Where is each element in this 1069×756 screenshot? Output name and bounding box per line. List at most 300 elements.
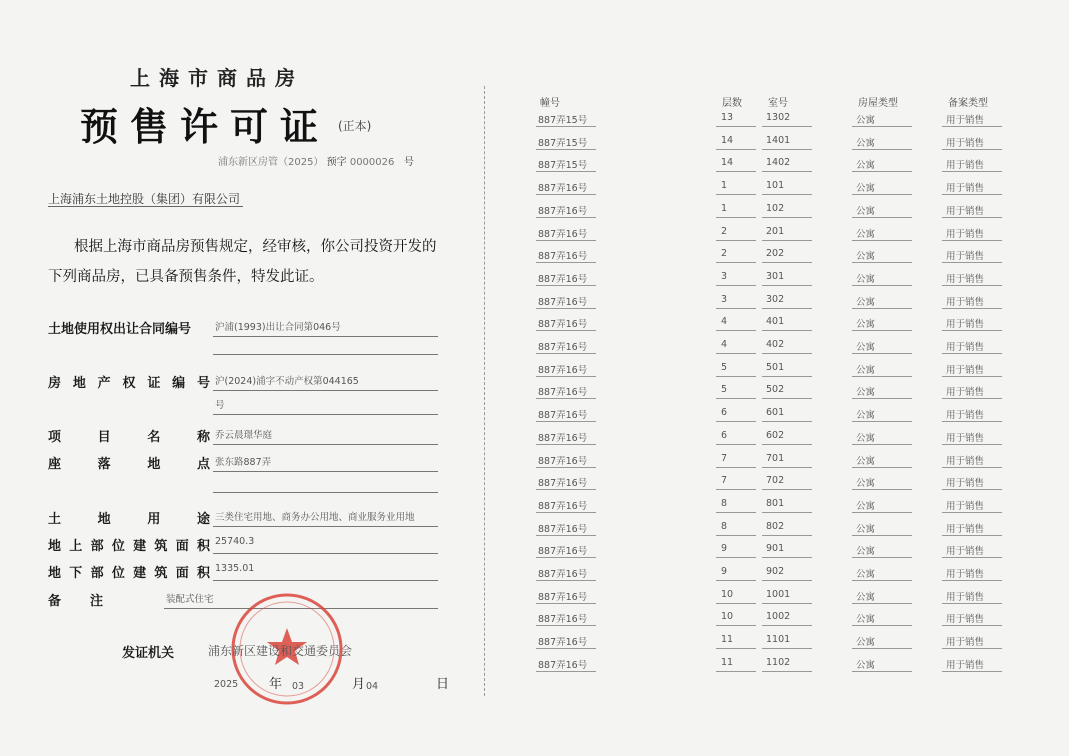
table-cell: 4 bbox=[721, 339, 728, 350]
table-row bbox=[0, 566, 1069, 588]
table-cell-underline bbox=[536, 398, 596, 399]
table-row bbox=[0, 453, 1069, 475]
field-label: 地 下 部 位 建 筑 面 积 bbox=[48, 566, 210, 581]
table-cell: 公寓 bbox=[856, 478, 876, 490]
table-row bbox=[0, 157, 1069, 179]
issuer-value: 浦东新区建设和交通委员会 bbox=[208, 644, 353, 658]
table-cell: 887弄16号 bbox=[538, 637, 588, 649]
table-cell: 11 bbox=[721, 656, 734, 668]
table-cell-underline bbox=[942, 421, 1002, 422]
table-cell-underline bbox=[716, 444, 756, 445]
table-cell-underline bbox=[762, 330, 812, 331]
table-cell-underline bbox=[762, 149, 812, 150]
table-cell-underline bbox=[762, 240, 812, 241]
table-cell: 502 bbox=[766, 384, 785, 396]
table-cell: 13 bbox=[721, 112, 734, 123]
table-cell: 1 bbox=[721, 202, 728, 214]
table-cell: 公寓 bbox=[856, 500, 876, 512]
table-cell-underline bbox=[942, 489, 1002, 490]
table-cell-underline bbox=[762, 262, 812, 263]
table-cell: 用于销售 bbox=[946, 614, 985, 626]
table-cell-underline bbox=[942, 671, 1002, 672]
table-cell-underline bbox=[716, 376, 756, 377]
table-cell-underline bbox=[716, 625, 756, 626]
table-cell: 701 bbox=[766, 452, 785, 464]
field-label: 地 上 部 位 建 筑 面 积 bbox=[48, 539, 210, 554]
table-cell-underline bbox=[716, 126, 756, 127]
table-cell: 10 bbox=[721, 611, 734, 623]
field-value: 张东路887弄 bbox=[215, 457, 272, 468]
table-cell-underline bbox=[762, 398, 812, 399]
table-cell: 601 bbox=[766, 407, 785, 419]
table-cell: 用于销售 bbox=[946, 523, 985, 535]
table-cell: 887弄16号 bbox=[538, 455, 588, 467]
table-row bbox=[0, 135, 1069, 157]
table-cell: 201 bbox=[766, 225, 785, 237]
table-cell-underline bbox=[942, 398, 1002, 399]
table-row bbox=[0, 271, 1069, 293]
table-cell-underline bbox=[852, 330, 912, 331]
table-cell-underline bbox=[852, 489, 912, 490]
table-cell: 7 bbox=[721, 475, 728, 487]
table-cell-underline bbox=[942, 353, 1002, 354]
table-cell-underline bbox=[762, 467, 812, 468]
table-cell: 用于销售 bbox=[946, 183, 985, 195]
table-cell: 887弄16号 bbox=[538, 251, 588, 263]
table-cell: 2 bbox=[721, 225, 728, 237]
table-cell-underline bbox=[762, 194, 812, 195]
table-cell: 887弄16号 bbox=[538, 500, 588, 512]
table-cell: 公寓 bbox=[856, 160, 876, 172]
table-cell: 1102 bbox=[766, 656, 791, 668]
table-cell: 用于销售 bbox=[946, 591, 985, 603]
table-cell: 802 bbox=[766, 520, 785, 532]
table-cell-underline bbox=[716, 467, 756, 468]
table-cell-underline bbox=[536, 603, 596, 604]
table-cell-underline bbox=[716, 603, 756, 604]
table-cell-underline bbox=[942, 240, 1002, 241]
date-day-label: 日 bbox=[436, 677, 450, 692]
table-cell-underline bbox=[852, 535, 912, 536]
table-cell-underline bbox=[536, 444, 596, 445]
table-cell: 887弄16号 bbox=[538, 273, 588, 285]
table-cell-underline bbox=[716, 330, 756, 331]
table-cell: 887弄16号 bbox=[538, 432, 588, 444]
table-cell: 用于销售 bbox=[946, 478, 985, 490]
table-cell: 用于销售 bbox=[946, 296, 985, 308]
table-cell-underline bbox=[852, 671, 912, 672]
table-row bbox=[0, 294, 1069, 316]
table-cell: 公寓 bbox=[856, 591, 876, 603]
table-cell-underline bbox=[852, 557, 912, 558]
table-cell: 401 bbox=[766, 316, 785, 328]
table-cell-underline bbox=[852, 625, 912, 626]
body-paragraph: 根据上海市商品房预售规定，经审核，你公司投资开发的下列商品房，已具备预售条件，特发此证。 bbox=[48, 239, 437, 285]
table-cell: 102 bbox=[766, 202, 785, 214]
table-cell: 用于销售 bbox=[946, 228, 985, 240]
table-row bbox=[0, 475, 1069, 497]
table-cell-underline bbox=[942, 557, 1002, 558]
table-cell: 887弄16号 bbox=[538, 410, 588, 422]
table-cell-underline bbox=[716, 671, 756, 672]
date-month-label: 月 bbox=[352, 677, 366, 692]
table-cell: 6 bbox=[721, 429, 728, 441]
table-cell: 887弄16号 bbox=[538, 296, 588, 308]
table-cell: 用于销售 bbox=[946, 160, 985, 172]
field-value: 25740.3 bbox=[215, 536, 255, 547]
table-cell: 5 bbox=[721, 384, 728, 396]
field-label: 座 落 地 点 bbox=[48, 457, 210, 472]
issuer-label: 发证机关 bbox=[122, 646, 175, 661]
table-cell: 901 bbox=[766, 543, 785, 555]
table-cell: 7 bbox=[721, 452, 728, 464]
table-header-house-type: 房屋类型 bbox=[858, 98, 898, 109]
table-cell: 14 bbox=[721, 157, 734, 169]
table-cell: 公寓 bbox=[856, 296, 876, 308]
certificate-title: 预售许可证 bbox=[80, 105, 331, 149]
table-cell: 用于销售 bbox=[946, 387, 985, 399]
table-cell-underline bbox=[852, 217, 912, 218]
table-cell-underline bbox=[716, 421, 756, 422]
date-year-value: 2025 bbox=[214, 679, 239, 690]
table-cell-underline bbox=[942, 308, 1002, 309]
table-cell-underline bbox=[942, 149, 1002, 150]
table-cell-underline bbox=[536, 625, 596, 626]
table-cell-underline bbox=[716, 353, 756, 354]
table-cell-underline bbox=[762, 217, 812, 218]
table-cell-underline bbox=[852, 171, 912, 172]
table-cell-underline bbox=[852, 285, 912, 286]
table-cell: 公寓 bbox=[856, 319, 876, 331]
table-cell-underline bbox=[762, 557, 812, 558]
table-cell: 用于销售 bbox=[946, 637, 985, 649]
table-cell-underline bbox=[762, 126, 812, 127]
table-cell-underline bbox=[716, 557, 756, 558]
table-cell-underline bbox=[762, 444, 812, 445]
table-cell-underline bbox=[716, 262, 756, 263]
table-cell-underline bbox=[536, 171, 596, 172]
table-cell-underline bbox=[762, 489, 812, 490]
table-cell: 用于销售 bbox=[946, 410, 985, 422]
table-cell-underline bbox=[852, 126, 912, 127]
table-cell-underline bbox=[716, 149, 756, 150]
table-cell: 公寓 bbox=[856, 364, 876, 376]
field-label: 备 注 bbox=[48, 594, 103, 609]
table-cell-underline bbox=[536, 217, 596, 218]
table-cell-underline bbox=[762, 535, 812, 536]
table-cell: 887弄15号 bbox=[538, 160, 588, 172]
table-cell: 公寓 bbox=[856, 251, 876, 263]
table-cell: 1402 bbox=[766, 157, 791, 169]
table-cell-underline bbox=[536, 240, 596, 241]
table-row bbox=[0, 362, 1069, 384]
table-cell: 公寓 bbox=[856, 228, 876, 240]
table-cell: 公寓 bbox=[856, 523, 876, 535]
table-cell-underline bbox=[536, 489, 596, 490]
table-row bbox=[0, 226, 1069, 248]
table-cell-underline bbox=[536, 421, 596, 422]
table-cell: 9 bbox=[721, 543, 728, 555]
doc-number-prefix: 浦东新区房管（2025） bbox=[218, 157, 324, 168]
table-cell-underline bbox=[852, 603, 912, 604]
table-cell: 用于销售 bbox=[946, 455, 985, 467]
table-cell-underline bbox=[536, 376, 596, 377]
table-cell-underline bbox=[536, 557, 596, 558]
table-cell: 8 bbox=[721, 497, 728, 509]
table-cell: 887弄16号 bbox=[538, 659, 588, 671]
table-cell: 14 bbox=[721, 134, 734, 146]
table-cell-underline bbox=[536, 512, 596, 513]
table-cell: 887弄16号 bbox=[538, 319, 588, 331]
table-cell-underline bbox=[852, 512, 912, 513]
table-cell: 11 bbox=[721, 634, 734, 646]
table-cell-underline bbox=[716, 535, 756, 536]
table-cell: 公寓 bbox=[856, 614, 876, 626]
table-row bbox=[0, 316, 1069, 338]
table-cell: 887弄16号 bbox=[538, 569, 588, 580]
table-cell: 402 bbox=[766, 339, 785, 350]
date-month-value: 03 bbox=[292, 681, 305, 692]
table-cell-underline bbox=[536, 308, 596, 309]
table-row bbox=[0, 248, 1069, 270]
table-row bbox=[0, 498, 1069, 520]
table-cell-underline bbox=[852, 149, 912, 150]
table-cell-underline bbox=[762, 308, 812, 309]
table-cell-underline bbox=[536, 330, 596, 331]
table-cell: 1401 bbox=[766, 134, 791, 146]
table-cell: 887弄16号 bbox=[538, 228, 588, 240]
table-cell: 887弄16号 bbox=[538, 387, 588, 399]
table-cell: 用于销售 bbox=[946, 546, 985, 558]
table-cell-underline bbox=[536, 285, 596, 286]
table-cell-underline bbox=[762, 421, 812, 422]
table-header-room: 室号 bbox=[768, 98, 788, 109]
table-cell: 1001 bbox=[766, 588, 791, 600]
table-cell-underline bbox=[942, 217, 1002, 218]
table-cell-underline bbox=[536, 262, 596, 263]
table-cell-underline bbox=[942, 467, 1002, 468]
table-cell-underline bbox=[852, 398, 912, 399]
table-cell: 3 bbox=[721, 293, 728, 305]
table-cell: 702 bbox=[766, 475, 785, 487]
field-value: 乔云晨璟华庭 bbox=[215, 430, 273, 441]
table-cell-underline bbox=[716, 285, 756, 286]
table-row bbox=[0, 203, 1069, 225]
table-cell: 887弄15号 bbox=[538, 115, 588, 126]
table-row bbox=[0, 339, 1069, 361]
table-cell-underline bbox=[762, 671, 812, 672]
table-cell-underline bbox=[716, 512, 756, 513]
table-cell: 用于销售 bbox=[946, 115, 985, 126]
table-row bbox=[0, 407, 1069, 429]
table-row bbox=[0, 611, 1069, 633]
table-cell-underline bbox=[942, 444, 1002, 445]
table-cell: 用于销售 bbox=[946, 500, 985, 512]
table-cell: 公寓 bbox=[856, 410, 876, 422]
table-cell: 公寓 bbox=[856, 273, 876, 285]
table-cell-underline bbox=[762, 580, 812, 581]
table-cell: 公寓 bbox=[856, 342, 876, 353]
table-cell: 公寓 bbox=[856, 387, 876, 399]
doc-number-mid: 预字 bbox=[326, 157, 347, 168]
table-cell-underline bbox=[716, 398, 756, 399]
table-cell: 501 bbox=[766, 361, 785, 373]
table-cell: 用于销售 bbox=[946, 342, 985, 353]
table-cell-underline bbox=[536, 671, 596, 672]
table-cell-underline bbox=[852, 240, 912, 241]
table-cell: 887弄16号 bbox=[538, 364, 588, 376]
field-label: 土 地 用 途 bbox=[48, 512, 210, 527]
table-cell-underline bbox=[536, 149, 596, 150]
table-cell: 用于销售 bbox=[946, 251, 985, 263]
table-cell: 10 bbox=[721, 588, 734, 600]
table-cell: 1002 bbox=[766, 611, 791, 623]
table-cell-underline bbox=[762, 512, 812, 513]
table-cell-underline bbox=[536, 535, 596, 536]
date-year-label: 年 bbox=[269, 677, 283, 692]
table-cell-underline bbox=[716, 194, 756, 195]
table-cell-underline bbox=[942, 625, 1002, 626]
table-cell-underline bbox=[942, 535, 1002, 536]
table-header-building: 幢号 bbox=[540, 98, 560, 109]
table-cell-underline bbox=[716, 580, 756, 581]
table-cell-underline bbox=[762, 285, 812, 286]
table-cell-underline bbox=[762, 376, 812, 377]
table-cell: 887弄15号 bbox=[538, 137, 588, 149]
table-cell-underline bbox=[942, 603, 1002, 604]
table-cell: 5 bbox=[721, 361, 728, 373]
table-cell: 1101 bbox=[766, 634, 791, 646]
field-value: 沪浦(1993)出让合同第046号 bbox=[215, 322, 341, 333]
table-cell-underline bbox=[942, 648, 1002, 649]
field-label: 项 目 名 称 bbox=[48, 430, 210, 445]
table-cell: 301 bbox=[766, 270, 785, 282]
table-cell-underline bbox=[852, 262, 912, 263]
table-cell-underline bbox=[536, 648, 596, 649]
table-cell: 公寓 bbox=[856, 569, 876, 580]
table-cell-underline bbox=[762, 603, 812, 604]
table-cell: 902 bbox=[766, 566, 785, 577]
table-cell-underline bbox=[716, 648, 756, 649]
table-header-record-type: 备案类型 bbox=[948, 98, 988, 109]
table-cell: 用于销售 bbox=[946, 137, 985, 149]
table-cell-underline bbox=[942, 262, 1002, 263]
table-row bbox=[0, 634, 1069, 656]
doc-number-suffix: 号 bbox=[403, 157, 414, 168]
table-row bbox=[0, 657, 1069, 679]
table-cell-underline bbox=[762, 171, 812, 172]
table-cell-underline bbox=[942, 126, 1002, 127]
table-cell: 2 bbox=[721, 248, 728, 260]
table-cell: 用于销售 bbox=[946, 319, 985, 331]
table-cell-underline bbox=[852, 467, 912, 468]
table-cell-underline bbox=[852, 353, 912, 354]
table-cell: 101 bbox=[766, 180, 785, 192]
table-cell: 4 bbox=[721, 316, 728, 328]
table-cell: 用于销售 bbox=[946, 205, 985, 217]
table-cell: 公寓 bbox=[856, 546, 876, 558]
table-header-floors: 层数 bbox=[722, 98, 742, 109]
table-cell: 887弄16号 bbox=[538, 546, 588, 558]
table-cell: 3 bbox=[721, 270, 728, 282]
table-row bbox=[0, 543, 1069, 565]
table-cell-underline bbox=[762, 648, 812, 649]
doc-number-value: 0000026 bbox=[349, 157, 395, 168]
table-cell-underline bbox=[536, 194, 596, 195]
company-name: 上海浦东土地控股（集团）有限公司 bbox=[48, 192, 241, 206]
table-cell-underline bbox=[716, 240, 756, 241]
table-cell-underline bbox=[852, 444, 912, 445]
table-cell: 公寓 bbox=[856, 659, 876, 671]
table-cell-underline bbox=[536, 467, 596, 468]
table-cell: 6 bbox=[721, 407, 728, 419]
table-cell: 公寓 bbox=[856, 137, 876, 149]
table-row bbox=[0, 430, 1069, 452]
field-label: 土地使用权出让合同编号 bbox=[48, 322, 192, 337]
field-value: 三类住宅用地、商务办公用地、商业服务业用地 bbox=[215, 512, 415, 523]
table-cell: 用于销售 bbox=[946, 364, 985, 376]
table-cell-underline bbox=[942, 285, 1002, 286]
table-cell: 1302 bbox=[766, 112, 791, 123]
table-cell-underline bbox=[852, 308, 912, 309]
field-label: 房 地 产 权 证 编 号 bbox=[48, 376, 210, 391]
table-cell-underline bbox=[762, 353, 812, 354]
table-cell-underline bbox=[942, 171, 1002, 172]
table-cell-underline bbox=[716, 308, 756, 309]
table-cell: 887弄16号 bbox=[538, 342, 588, 353]
table-cell: 公寓 bbox=[856, 455, 876, 467]
table-cell-underline bbox=[716, 217, 756, 218]
table-cell-underline bbox=[852, 421, 912, 422]
certificate-title-suffix: (正本) bbox=[338, 119, 372, 133]
table-cell: 9 bbox=[721, 566, 728, 577]
table-cell-underline bbox=[852, 194, 912, 195]
table-cell: 公寓 bbox=[856, 432, 876, 444]
certificate-title-line1: 上海市商品房 bbox=[130, 66, 304, 90]
field-value: 装配式住宅 bbox=[166, 594, 214, 605]
table-cell-underline bbox=[852, 580, 912, 581]
table-cell-underline bbox=[536, 580, 596, 581]
table-cell-underline bbox=[716, 171, 756, 172]
table-cell: 887弄16号 bbox=[538, 478, 588, 490]
table-cell: 用于销售 bbox=[946, 659, 985, 671]
table-cell: 用于销售 bbox=[946, 569, 985, 580]
table-cell-underline bbox=[942, 580, 1002, 581]
table-cell-underline bbox=[536, 353, 596, 354]
table-cell: 887弄16号 bbox=[538, 614, 588, 626]
table-cell-underline bbox=[942, 512, 1002, 513]
table-cell: 887弄16号 bbox=[538, 523, 588, 535]
table-cell: 887弄16号 bbox=[538, 591, 588, 603]
table-cell: 801 bbox=[766, 497, 785, 509]
table-row bbox=[0, 112, 1069, 134]
table-cell: 1 bbox=[721, 180, 728, 192]
table-cell: 公寓 bbox=[856, 115, 876, 126]
table-cell-underline bbox=[942, 376, 1002, 377]
field-value: 1335.01 bbox=[215, 563, 255, 574]
table-cell: 887弄16号 bbox=[538, 183, 588, 195]
table-cell: 202 bbox=[766, 248, 785, 260]
table-row bbox=[0, 384, 1069, 406]
table-cell-underline bbox=[852, 376, 912, 377]
table-cell: 用于销售 bbox=[946, 273, 985, 285]
table-cell-underline bbox=[716, 489, 756, 490]
table-cell-underline bbox=[762, 625, 812, 626]
field-value-continued: 号 bbox=[215, 400, 225, 411]
date-day-value: 04 bbox=[366, 681, 379, 692]
table-cell-underline bbox=[852, 648, 912, 649]
table-cell: 公寓 bbox=[856, 205, 876, 217]
